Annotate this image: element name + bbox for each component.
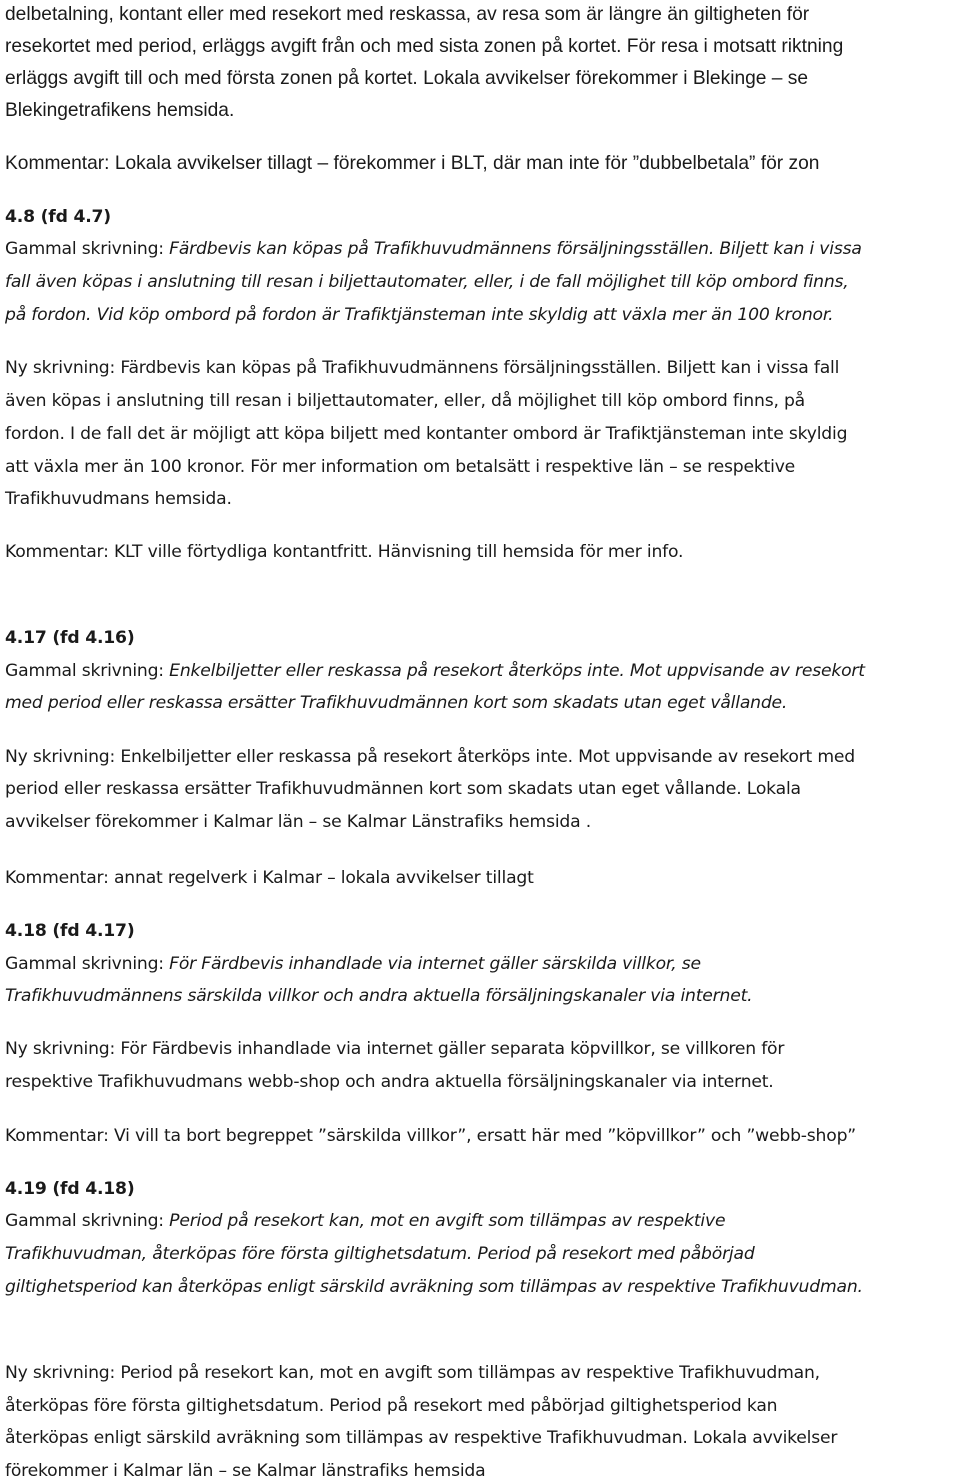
comment-line: Kommentar: Lokala avvikelser tillagt – förekommer i BLT, där man inte för ”dubbelbetala” för zon bbox=[5, 153, 820, 174]
comment-line: Kommentar: KLT ville förtydliga kontantfritt. Hänvisning till hemsida för mer info. bbox=[5, 542, 684, 562]
old-text-label: Gammal skrivning: bbox=[5, 661, 170, 681]
new-text-line: återköpas enligt särskild avräkning som tillämpas av respektive Trafikhuvudman. Lokala avvikelser bbox=[5, 1428, 838, 1448]
new-text-line: fordon. I de fall det är möjligt att köpa biljett med kontanter ombord är Trafiktjänsteman inte skyldig bbox=[5, 424, 848, 444]
new-text-line: att växla mer än 100 kronor. För mer information om betalsätt i respektive län – se respektive bbox=[5, 457, 796, 477]
old-text-line: Trafikhuvudman, återköpas före första giltighetsdatum. Period på resekort med påbörjad bbox=[5, 1244, 755, 1264]
old-text-line bbox=[5, 952, 701, 976]
old-text-label: Gammal skrivning: bbox=[5, 239, 170, 259]
comment-line: Kommentar: Vi vill ta bort begreppet ”särskilda villkor”, ersatt här med ”köpvillkor” och ”webb-shop” bbox=[5, 1126, 856, 1146]
new-text-line: förekommer i Kalmar län – se Kalmar länstrafiks hemsida bbox=[5, 1461, 486, 1481]
old-text: Färdbevis kan köpas på Trafikhuvudmännens försäljningsställen. Biljett kan i vissa bbox=[169, 239, 862, 259]
new-text-line: Ny skrivning: Enkelbiljetter eller reskassa på resekort återköps inte. Mot uppvisande av resekort med bbox=[5, 747, 855, 767]
paragraph-line: erläggs avgift till och med första zonen på kortet. Lokala avvikelser förekommer i Blekinge – se bbox=[5, 68, 809, 89]
old-text-line: Trafikhuvudmännens särskilda villkor och andra aktuella försäljningskanaler via internet. bbox=[5, 986, 753, 1006]
old-text-line bbox=[5, 659, 865, 683]
old-text-line: giltighetsperiod kan återköpas enligt särskild avräkning som tillämpas av respektive Trafikhuvudman. bbox=[5, 1277, 863, 1297]
old-text-line: fall även köpas i anslutning till resan i biljettautomater, eller, i de fall möjlighet till köp ombord finns, bbox=[5, 272, 849, 292]
new-text-line: period eller reskassa ersätter Trafikhuvudmännen kort som skadats utan eget vållande. Lokala bbox=[5, 779, 801, 799]
new-text-line: avvikelser förekommer i Kalmar län – se Kalmar Länstrafiks hemsida . bbox=[5, 812, 591, 832]
new-text-line: respektive Trafikhuvudmans webb-shop och andra aktuella försäljningskanaler via internet. bbox=[5, 1072, 774, 1092]
old-text: Period på resekort kan, mot en avgift som tillämpas av respektive bbox=[169, 1211, 726, 1231]
new-text-line: Ny skrivning: För Färdbevis inhandlade via internet gäller separata köpvillkor, se villkoren för bbox=[5, 1039, 785, 1059]
old-text-line: med period eller reskassa ersätter Trafikhuvudmännen kort som skadats utan eget vållande. bbox=[5, 693, 788, 713]
section-heading: 4.18 (fd 4.17) bbox=[5, 921, 135, 941]
old-text: Enkelbiljetter eller reskassa på resekort återköps inte. Mot uppvisande av resekort bbox=[169, 661, 865, 681]
old-text-label: Gammal skrivning: bbox=[5, 954, 170, 974]
old-text-line bbox=[5, 237, 862, 261]
old-text-line: på fordon. Vid köp ombord på fordon är Trafiktjänsteman inte skyldig att växla mer än 100 kronor. bbox=[5, 305, 834, 325]
new-text-line: Trafikhuvudmans hemsida. bbox=[5, 489, 232, 509]
old-text-label: Gammal skrivning: bbox=[5, 1211, 170, 1231]
paragraph-line: delbetalning, kontant eller med resekort med reskassa, av resa som är längre än giltigheten för bbox=[5, 4, 810, 25]
new-text-line: återköpas före första giltighetsdatum. Period på resekort med påbörjad giltighetsperiod kan bbox=[5, 1396, 778, 1416]
section-heading: 4.17 (fd 4.16) bbox=[5, 628, 135, 648]
section-heading: 4.19 (fd 4.18) bbox=[5, 1179, 135, 1199]
section-heading: 4.8 (fd 4.7) bbox=[5, 207, 111, 227]
new-text-line: Ny skrivning: Färdbevis kan köpas på Trafikhuvudmännens försäljningsställen. Biljett kan i vissa fall bbox=[5, 358, 840, 378]
comment-line: Kommentar: annat regelverk i Kalmar – lokala avvikelser tillagt bbox=[5, 868, 534, 888]
paragraph-line: Blekingetrafikens hemsida. bbox=[5, 100, 235, 121]
old-text-line bbox=[5, 1209, 725, 1233]
new-text-line: Ny skrivning: Period på resekort kan, mot en avgift som tillämpas av respektive Trafikhuvudman, bbox=[5, 1363, 820, 1383]
new-text-line: även köpas i anslutning till resan i biljettautomater, eller, då möjlighet till köp ombord finns, på bbox=[5, 391, 806, 411]
paragraph-line: resekortet med period, erläggs avgift från och med sista zonen på kortet. För resa i motsatt riktning bbox=[5, 36, 844, 57]
old-text: För Färdbevis inhandlade via internet gäller särskilda villkor, se bbox=[169, 954, 701, 974]
